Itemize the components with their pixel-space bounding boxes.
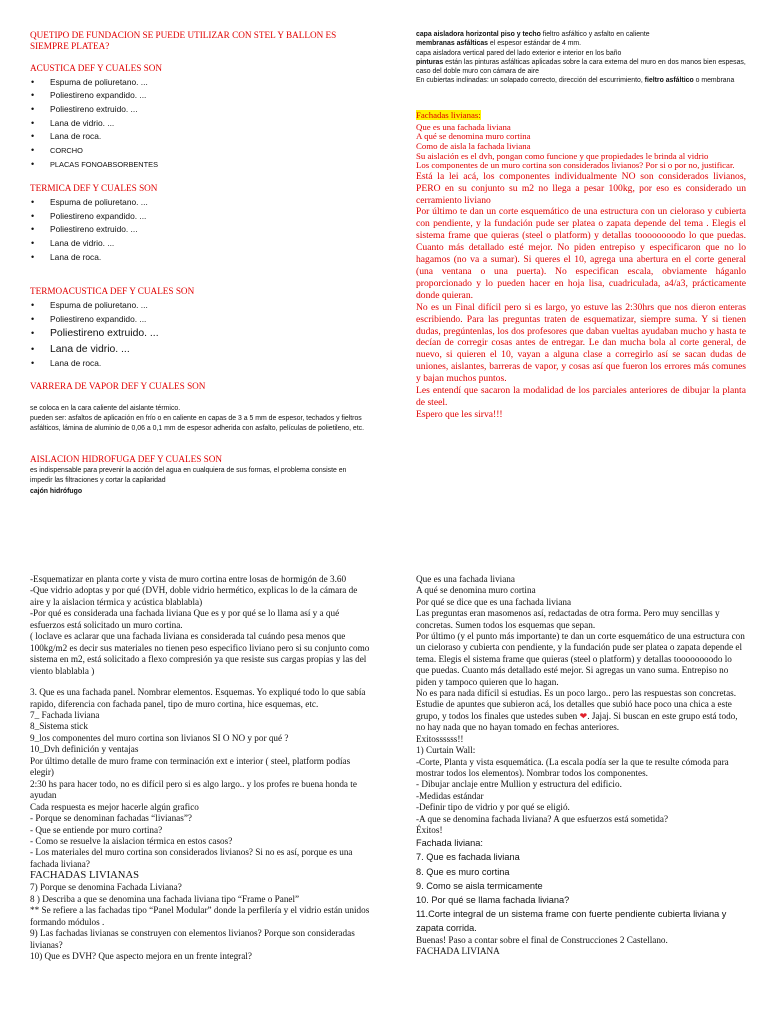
fachada-paragraph: Les entendí que sacaron la modalidad de los parciales anteriores de dibujar la planta de steel. — [416, 385, 746, 408]
acustica-list — [30, 76, 370, 172]
note-line: Éxitos! — [416, 824, 443, 835]
note-line: -A que se denomina fachada liviana? A que esfuerzos está sometida? — [416, 813, 669, 824]
termoacustica-heading: TERMOACUSTICA DEF Y CUALES SON — [30, 286, 195, 297]
list-item: • Lana de roca. — [30, 130, 370, 144]
insulation-notes — [30, 30, 370, 497]
note-line: 8_Sistema stick — [30, 721, 88, 732]
list-item: • Poliestireno extruido. ... — [30, 326, 370, 342]
list-item: • Lana de vidrio. ... — [30, 342, 370, 358]
fachada-paragraph: Por último te dan un corte esquemático de una estructura con un cieloraso y cubierta con pendiente, y la fundación pude ser platea o zapata depende del tema . Elegis el sistema frame que quieras (steel o platform) y detallas toooooooodo lo que puedas. Cuanto más detallado esté mejor. No piden entrepiso y especificaron que no lo hagamos (no va a sumar). Si queres el 10, agrega una abertura en el corte general (una ventana o una puerta). No especifican escala, obviamente háganlo proporcionado y lo pueden hacer en hoja lisa, cuadriculada, a4/a3, prácticamente donde quieran. — [416, 206, 746, 301]
fachada-line: A qué se denomina muro cortina — [416, 131, 531, 142]
note-line: -Que vidrio adoptas y por qué (DVH, doble vidrio hermético, explicas lo de la cámara de aire y la aislacion térmica y acústica blablabla) — [30, 585, 358, 607]
list-item: • PLACAS FONOABSORBENTES — [30, 158, 370, 172]
note-line: Cada respuesta es mejor hacerle algún grafico — [30, 801, 199, 812]
note-line: - Como se resuelve la aislacion térmica en estos casos? — [30, 835, 233, 846]
closing-heading: FACHADA LIVIANA — [416, 946, 500, 957]
note-line: - Que se entiende por muro cortina? — [30, 824, 163, 835]
pinturas: pinturas están las pinturas asfálticas aplicadas sobre la cara externa del muro en dos manos bien espesas, caso del doble muro con cámara de aire — [416, 58, 746, 76]
fachada-paragraph: Espero que les sirva!!! — [416, 408, 503, 420]
list-item: • Espuma de poliuretano. ... — [30, 299, 370, 313]
exam-notes — [416, 574, 746, 958]
capa-vertical: capa aisladora vertical pared del lado exterior e interior en los baño — [416, 49, 622, 57]
note-line: 9) Las fachadas livianas se construyen con elementos livianos? Porque son consideradas livianas? — [30, 928, 355, 950]
list-item: • CORCHO — [30, 144, 370, 158]
termoacustica-list — [30, 299, 370, 371]
note-line: Estudie de apuntes que subieron acá, los detalles que subió hace poco una chica a este grupo, y todos los finales que ustedes suben ❤. Jajaj. Si buscan en este grupo está todo, no hay nada que no hayan tomado en fechas anteriores. — [416, 699, 738, 733]
barrera-text-1: se coloca en la cara caliente del aislante térmico. — [30, 404, 181, 412]
cubiertas-inclinadas: En cubiertas inclinadas: un solapado correcto, dirección del escurrimiento, fieltro asfáltico o membrana — [416, 77, 735, 85]
note-line: ** Se refiere a las fachadas tipo “Panel Modular” donde la perfilería y el vidrio están unidos formando módulos . — [30, 905, 370, 927]
fachada-paragraph: Está la lei acá, los componentes individualmente NO son considerados livianos, PERO en su conjunto su m2 no llega a pesar 100kg, por eso es considerado un cerramiento liviano — [416, 170, 746, 206]
note-line: 2:30 hs para hacer todo, no es difícil pero si es algo largo.. y los profes re buena honda te ayudan — [30, 778, 357, 801]
heart-icon: ❤ — [579, 710, 588, 721]
sans-line: 10. Por qué se llama fachada liviana? — [416, 894, 570, 905]
note-line: - Dibujar anclaje entre Mullion y estructura del edificio. — [416, 779, 622, 790]
hidrofuga-bold: cajón hidrófugo — [30, 487, 83, 495]
sans-line: Fachada liviana: — [416, 838, 483, 849]
note-line: Por último (y el punto más importante) te dan un corte esquemático de una estructura con un cieloraso y cubierta con pendiente, y la fundación pude ser platea o zapata depende el tema. Elegis el sistema frame que quieras (steel o platform) y detallas toooooooodo lo que puedas. Cuanto más detallado esté mejor. Si agregas un vano suma. Entrepiso no piden y tampoco quieren que lo hagan. — [416, 631, 745, 687]
note-line: 7) Porque se denomina Fachada Liviana? — [30, 882, 182, 893]
foundation-question: QUETIPO DE FUNDACION SE PUEDE UTILIZAR CON STEL Y BALLON ES SIEMPRE PLATEA? — [30, 30, 337, 51]
note-line: Exitossssss!! — [416, 733, 464, 744]
list-item: • Espuma de poliuretano. ... — [30, 76, 370, 90]
membranas: membranas asfálticas el espesor estándar de 4 mm. — [416, 40, 582, 48]
sans-line: 9. Como se aisla termicamente — [416, 880, 543, 891]
list-item: • Espuma de poliuretano. ... — [30, 196, 370, 210]
fachada-line: Los componentes de un muro cortina son considerados livianos? Por si o por no, justificar. — [416, 160, 735, 171]
hidrofuga-text: es indispensable para prevenir la acción del agua en cualquiera de sus formas, el problema consiste en impedir las filtraciones y cortar la capilaridad — [30, 466, 347, 485]
sans-line: 11.Corte integral de un sistema frame con fuerte pendiente cubierta liviana y zapata corrida. — [416, 908, 727, 933]
membranes-and-facades — [416, 30, 746, 421]
barrera-text-2: pueden ser: asfaltos de aplicación en frío o en caliente en capas de 3 a 5 mm de espesor, techados y fieltros asfálticos, lámina de aluminio de 0,06 a 0,1 mm de espesor adherida con asfalto, películas de polietileno, etc. — [30, 414, 365, 433]
list-item: • Poliestireno expandido. ... — [30, 313, 370, 327]
list-item: • Lana de vidrio. ... — [30, 117, 370, 131]
note-line: 9_los componentes del muro cortina son livianos SI O NO y por qué ? — [30, 732, 289, 743]
spacer — [30, 677, 372, 687]
note-line: Por último detalle de muro frame con terminación ext e interior ( steel, platform podías elegir) — [30, 755, 351, 778]
hidrofuga-heading: AISLACION HIDROFUGA DEF Y CUALES SON — [30, 454, 223, 465]
fachadas-highlight: Fachadas livianas: — [416, 109, 481, 120]
list-item: • Poliestireno extruido. ... — [30, 223, 370, 237]
note-line: 8 ) Describa a que se denomina una fachada liviana tipo “Frame o Panel” — [30, 893, 300, 904]
note-line: ( loclave es aclarar que una fachada liviana es considerada tal cuándo pesa menos que 100kg/m2 es decir sus materiales no tienen peso especifico liviano pero si su conjunto como sistema en m2, está solicitado a flexo compresión ya que resiste sus cargas propias y las del viento blablabla ) — [30, 631, 370, 676]
note-line: 1) Curtain Wall: — [416, 745, 476, 756]
list-item: • Lana de roca. — [30, 357, 370, 371]
note-line: -Por qué es considerada una fachada liviana Que es y por qué se lo llama así y a qué esfuerzos está solicitado un muro cortina. — [30, 608, 340, 630]
note-line: No es para nada difícil si estudias. Es un poco largo.. pero las respuestas son concretas. — [416, 688, 737, 699]
fachadas-livianas-heading: FACHADAS LIVIANAS — [30, 870, 139, 882]
note-line: -Definir tipo de vidrio y por qué se eligió. — [416, 802, 570, 813]
closing-line: Buenas! Paso a contar sobre el final de Construcciones 2 Castellano. — [416, 935, 668, 945]
fachada-paragraph: No es un Final difícil pero si es largo, yo estuve las 2:30hrs que nos dieron enteras escribiendo. Para las preguntas traten de esquematizar, siempre suma. Y si tienen dudas, pregúntenlas, los dos profesores que daban vueltas ayudaban mucho y hasta te decían de corregir cosas antes de entregar. Le dan mucha bola al corte general, de nuevo, si quieren el 10, vayan a alguna clase a corregirlo así se sacan dudas de uniones, aislantes, barreras de vapor, y cosas así que fueron los errores más comunes y bajan muchos puntos. — [416, 301, 746, 385]
note-line: 10) Que es DVH? Que aspecto mejora en un frente integral? — [30, 951, 252, 962]
note-line: Las preguntas eran masomenos así, redactadas de otra forma. Pero muy sencillas y concretas. Sumen todos los esquemas que sepan. — [416, 608, 720, 630]
note-line: Por qué se dice que es una fachada liviana — [416, 596, 572, 607]
barrera-heading: VARRERA DE VAPOR DEF Y CUALES SON — [30, 381, 206, 392]
termica-list — [30, 196, 370, 265]
termica-heading: TERMICA DEF Y CUALES SON — [30, 183, 158, 194]
note-line: -Medidas estándar — [416, 790, 484, 801]
note-line: Que es una fachada liviana — [416, 574, 515, 584]
note-line: 3. Que es una fachada panel. Nombrar elementos. Esquemas. Yo expliqué todo lo que sabía rapido, diferencia con fachada panel, tipo de muro cortina, hice esquemas, etc. — [30, 687, 366, 709]
fachada-line: Su aislación es el dvh, pongan como funcione y que propiedades le brinda al vidrio — [416, 150, 709, 161]
note-line: - Los materiales del muro cortina son considerados livianos? Si no es así, porque es una fachada liviana? — [30, 847, 353, 869]
list-item: • Lana de roca. — [30, 251, 370, 265]
note-line: A qué se denomina muro cortina — [416, 585, 536, 596]
note-line: -Esquematizar en planta corte y vista de muro cortina entre losas de hormigón de 3.60 — [30, 574, 347, 584]
list-item: • Poliestireno extruido. ... — [30, 103, 370, 117]
note-line: 10_Dvh definición y ventajas — [30, 744, 139, 755]
sans-line: 7. Que es fachada liviana — [416, 852, 520, 863]
fachada-line: Que es una fachada liviana — [416, 121, 511, 132]
capa-horizontal: capa aisladora horizontal piso y techo fieltro asfáltico y asfalto en caliente — [416, 31, 650, 38]
fachada-line: Como de aisla la fachada liviana — [416, 140, 531, 151]
sans-line: 8. Que es muro cortina — [416, 866, 510, 877]
list-item: • Poliestireno expandido. ... — [30, 210, 370, 224]
note-line: 7_ Fachada liviana — [30, 709, 100, 720]
list-item: • Poliestireno expandido. ... — [30, 89, 370, 103]
acustica-heading: ACUSTICA DEF Y CUALES SON — [30, 63, 163, 73]
note-line: -Corte, Planta y vista esquemática. (La escala podía ser la que te resulte cómoda para mostrar todos los elementos). Nombrar todos los componentes. — [416, 756, 729, 778]
list-item: • Lana de vidrio. ... — [30, 237, 370, 251]
curtain-wall-notes — [30, 574, 372, 963]
note-line: - Porque se denominan fachadas “livianas”? — [30, 813, 192, 824]
